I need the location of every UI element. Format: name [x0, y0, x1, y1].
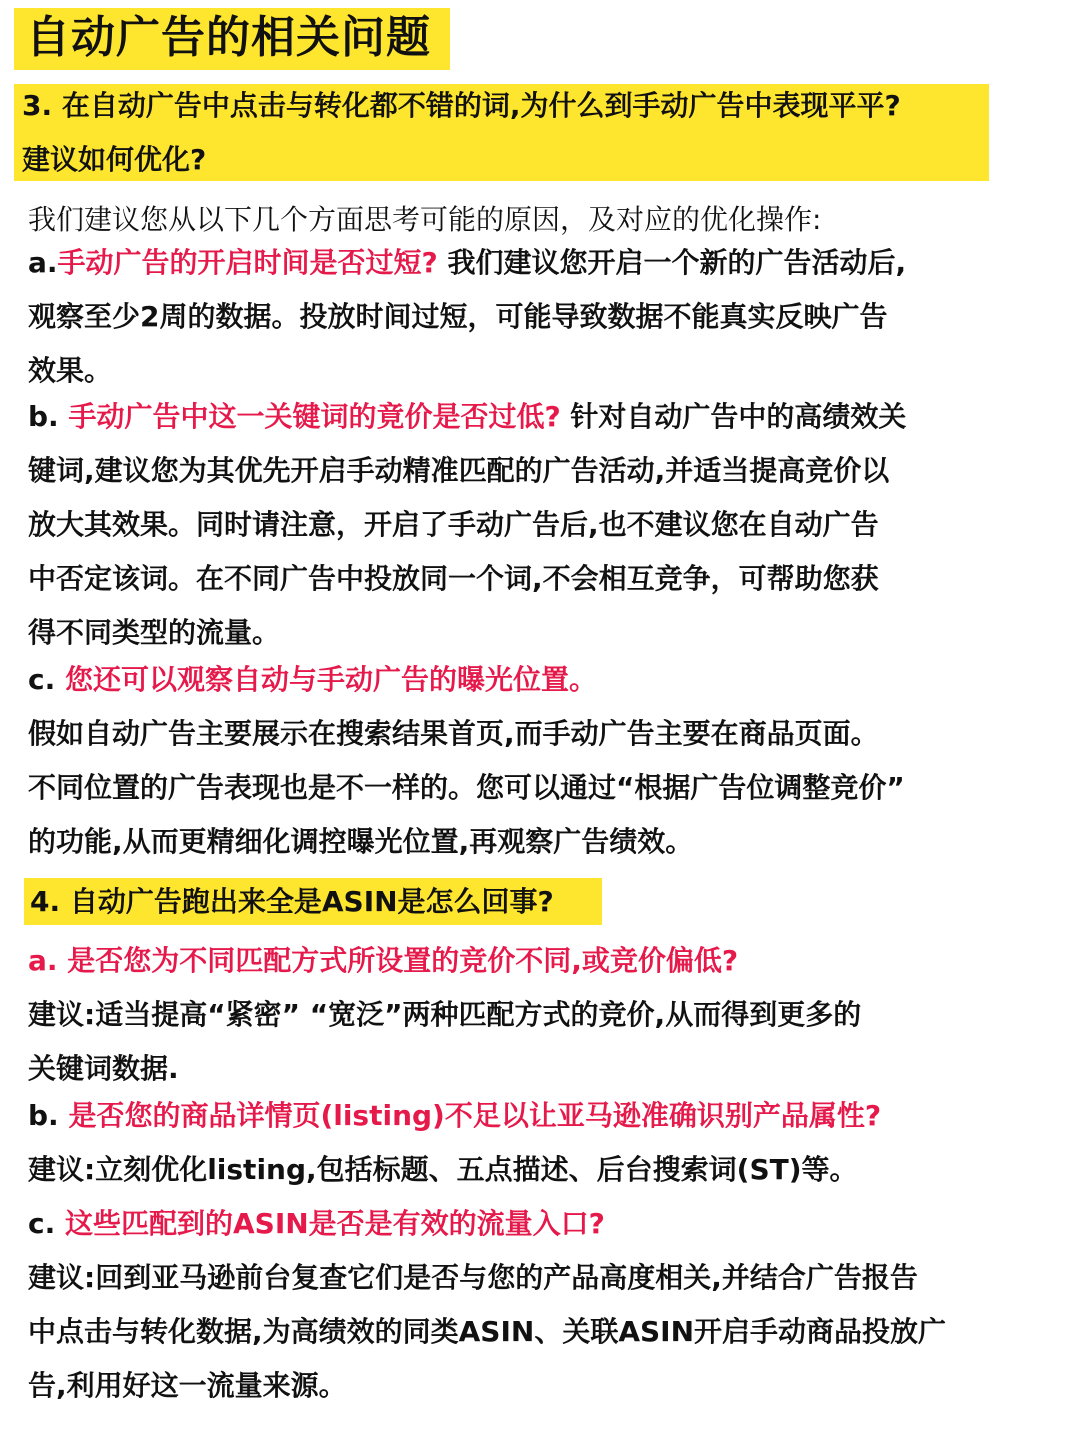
q3-a-answer-3: 效果。 [28, 354, 113, 387]
q3-a-question: 手动广告的开启时间是否过短? [57, 246, 438, 279]
q3-a-answer-1: 我们建议您开启一个新的广告活动后, [437, 246, 907, 279]
q3-a-prefix: a. [28, 246, 58, 279]
q3-c-question: 您还可以观察自动与手动广告的曝光位置。 [64, 663, 597, 696]
q3-b-answer-5: 得不同类型的流量。 [28, 616, 281, 649]
q3-b-answer-3: 放大其效果。同时请注意，开启了手动广告后,也不建议您在自动广告 [28, 508, 879, 541]
q3-a-answer-2: 观察至少2周的数据。投放时间过短，可能导致数据不能真实反映广告 [28, 300, 888, 333]
q3-c-prefix: c. [28, 663, 65, 696]
q3-c-answer-2: 不同位置的广告表现也是不一样的。您可以通过“根据广告位调整竞价” [28, 771, 905, 804]
q4-c-answer-3: 告,利用好这一流量来源。 [28, 1369, 347, 1402]
q4-a-question: a. 是否您为不同匹配方式所设置的竞价不同,或竞价偏低? [28, 944, 739, 977]
q3-b-prefix: b. [28, 400, 69, 433]
q4-a-answer-2: 关键词数据. [28, 1052, 179, 1085]
q4-c-prefix: c. [28, 1207, 65, 1240]
q4-b-answer-1: 建议:立刻优化listing,包括标题、五点描述、后台搜索词(ST)等。 [28, 1153, 858, 1186]
q3-c-answer-3: 的功能,从而更精细化调控曝光位置,再观察广告绩效。 [28, 825, 694, 858]
q4-item-b [28, 1096, 881, 1136]
q3-item-c [28, 660, 597, 700]
page-title: 自动广告的相关问题 [26, 12, 431, 63]
q4-b-prefix: b. [28, 1099, 69, 1132]
q3-c-answer-1: 假如自动广告主要展示在搜索结果首页,而手动广告主要在商品页面。 [28, 717, 879, 750]
q4-c-answer-2: 中点击与转化数据,为高绩效的同类ASIN、关联ASIN开启手动商品投放广 [28, 1315, 947, 1348]
q3-item-a [28, 243, 906, 283]
q3-heading-line-1: 3. 在自动广告中点击与转化都不错的词,为什么到手动广告中表现平平? [22, 89, 901, 122]
q3-heading-line-2: 建议如何优化? [22, 143, 207, 176]
q4-item-c [28, 1204, 605, 1244]
q4-a-answer-1: 建议:适当提高“紧密” “宽泛”两种匹配方式的竞价,从而得到更多的 [28, 998, 862, 1031]
q4-c-question: 这些匹配到的ASIN是否是有效的流量入口? [64, 1207, 605, 1240]
q4-b-question: 是否您的商品详情页(listing)不足以让亚马逊准确识别产品属性? [68, 1099, 882, 1132]
q3-b-answer-2: 键词,建议您为其优先开启手动精准匹配的广告活动,并适当提高竞价以 [28, 454, 890, 487]
q3-b-answer-4: 中否定该词。在不同广告中投放同一个词,不会相互竞争，可帮助您获 [28, 562, 879, 595]
q4-heading: 4. 自动广告跑出来全是ASIN是怎么回事? [30, 885, 554, 918]
q3-intro: 我们建议您从以下几个方面思考可能的原因，及对应的优化操作: [28, 203, 822, 236]
q4-c-answer-1: 建议:回到亚马逊前台复查它们是否与您的产品高度相关,并结合广告报告 [28, 1261, 918, 1294]
q3-b-answer-1: 针对自动广告中的高绩效关 [560, 400, 907, 433]
q3-b-question: 手动广告中这一关键词的竟价是否过低? [68, 400, 561, 433]
q3-item-b [28, 397, 906, 437]
